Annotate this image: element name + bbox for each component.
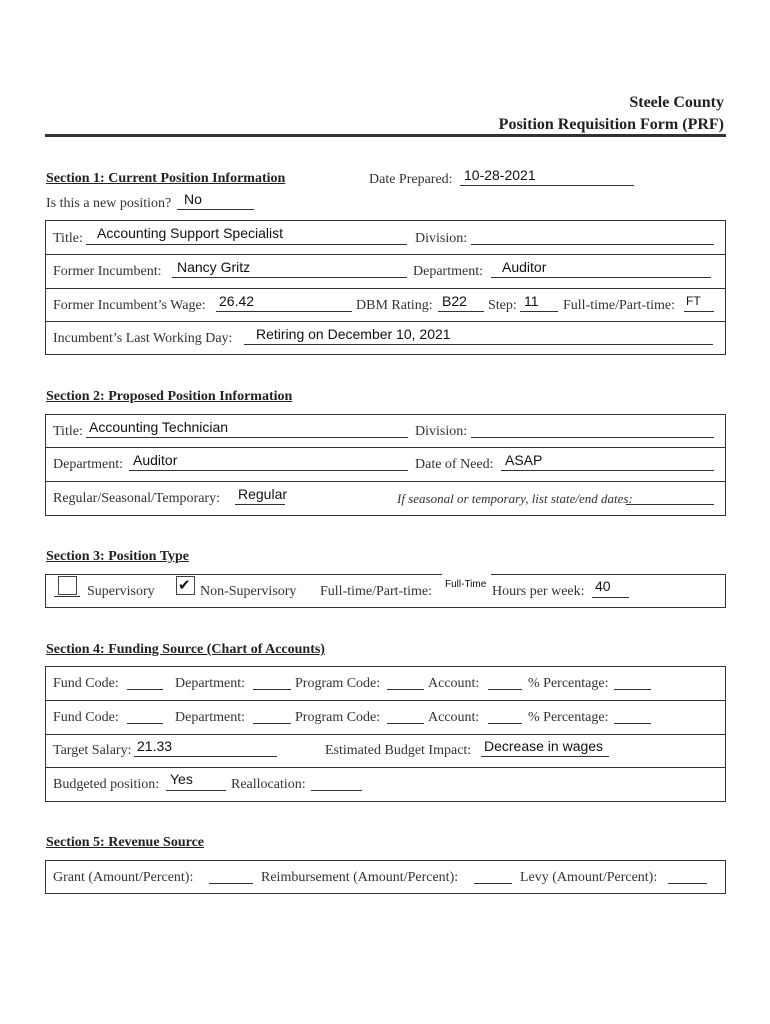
position-type-label: Regular/Seasonal/Temporary:: [53, 491, 220, 506]
proposed-department-field[interactable]: Auditor: [133, 452, 178, 468]
reallocation-label: Reallocation:: [231, 777, 306, 792]
row-divider: [45, 734, 726, 735]
row-divider: [45, 321, 726, 322]
funding-department-label: Department:: [175, 710, 245, 725]
last-working-day-line: [244, 344, 713, 345]
supervisory-label: Supervisory: [87, 584, 155, 599]
budgeted-position-line: [166, 790, 226, 791]
budgeted-position-field[interactable]: Yes: [170, 771, 193, 787]
row-divider: [45, 767, 726, 768]
program-code-line[interactable]: [387, 723, 424, 724]
row-divider: [45, 700, 726, 701]
current-title-label: Title:: [53, 231, 83, 246]
former-incumbent-label: Former Incumbent:: [53, 264, 162, 279]
step-field[interactable]: 11: [524, 293, 539, 309]
current-ftpt-label: Full-time/Part-time:: [563, 298, 675, 313]
date-prepared-field[interactable]: 10-28-2021: [464, 167, 536, 183]
program-code-line[interactable]: [387, 689, 424, 690]
proposed-ftpt-field[interactable]: Full-Time: [445, 579, 487, 590]
fund-code-line[interactable]: [127, 689, 163, 690]
grant-line[interactable]: [209, 883, 253, 884]
account-label: Account:: [428, 676, 480, 691]
supervisory-line: [54, 596, 80, 597]
levy-label: Levy (Amount/Percent):: [520, 870, 658, 885]
date-prepared-label: Date Prepared:: [369, 172, 453, 187]
new-position-label: Is this a new position?: [46, 196, 172, 211]
seasonal-dates-line[interactable]: [626, 504, 714, 505]
proposed-ftpt-label: Full-time/Part-time:: [320, 584, 432, 599]
fund-code-label: Fund Code:: [53, 710, 119, 725]
supervisory-checkbox[interactable]: [58, 576, 77, 595]
proposed-division-label: Division:: [415, 424, 468, 439]
table-gap: [442, 573, 491, 576]
budget-impact-line: [481, 756, 609, 757]
percentage-line[interactable]: [614, 689, 651, 690]
non-supervisory-label: Non-Supervisory: [200, 584, 297, 599]
hours-per-week-line: [592, 597, 629, 598]
hours-per-week-label: Hours per week:: [492, 584, 585, 599]
org-name: Steele County: [629, 94, 724, 111]
program-code-label: Program Code:: [295, 710, 381, 725]
account-label: Account:: [428, 710, 480, 725]
last-working-day-field[interactable]: Retiring on December 10, 2021: [256, 326, 451, 342]
current-division-line: [471, 244, 714, 245]
section5-heading: Section 5: Revenue Source: [46, 835, 204, 850]
position-type-line: [235, 504, 285, 505]
proposed-department-line: [129, 470, 408, 471]
fund-code-label: Fund Code:: [53, 676, 119, 691]
former-incumbent-line: [172, 277, 407, 278]
proposed-title-line: [86, 437, 408, 438]
date-prepared-line: [460, 185, 634, 186]
header-rule: [45, 134, 726, 137]
current-department-field[interactable]: Auditor: [502, 259, 547, 275]
reimbursement-label: Reimbursement (Amount/Percent):: [261, 870, 459, 885]
account-line[interactable]: [488, 723, 522, 724]
current-department-line: [491, 277, 711, 278]
proposed-title-label: Title:: [53, 424, 83, 439]
checkmark-icon: ✔: [178, 576, 191, 594]
section1-heading: Section 1: Current Position Information: [46, 171, 286, 186]
proposed-division-line[interactable]: [471, 437, 714, 438]
current-ftpt-line: [684, 311, 714, 312]
levy-line[interactable]: [668, 883, 707, 884]
row-divider: [45, 447, 726, 448]
percentage-label: % Percentage:: [528, 676, 609, 691]
current-department-label: Department:: [413, 264, 483, 279]
reallocation-line[interactable]: [311, 790, 362, 791]
funding-department-label: Department:: [175, 676, 245, 691]
budget-impact-field[interactable]: Decrease in wages: [484, 738, 604, 754]
form-title: Position Requisition Form (PRF): [498, 116, 724, 133]
dbm-rating-label: DBM Rating:: [356, 298, 433, 313]
proposed-department-label: Department:: [53, 457, 123, 472]
row-divider: [45, 254, 726, 255]
proposed-title-field[interactable]: Accounting Technician: [89, 419, 229, 435]
section2-heading: Section 2: Proposed Position Information: [46, 389, 293, 404]
section4-heading: Section 4: Funding Source (Chart of Accounts): [46, 642, 325, 657]
target-salary-line: [134, 756, 277, 757]
date-of-need-field[interactable]: ASAP: [505, 452, 543, 468]
account-line[interactable]: [488, 689, 522, 690]
section3-heading: Section 3: Position Type: [46, 549, 189, 564]
grant-label: Grant (Amount/Percent):: [53, 870, 194, 885]
date-of-need-line: [501, 470, 714, 471]
funding-department-line[interactable]: [253, 723, 291, 724]
position-type-field[interactable]: Regular: [238, 486, 288, 502]
percentage-label: % Percentage:: [528, 710, 609, 725]
last-working-day-label: Incumbent’s Last Working Day:: [53, 331, 233, 346]
budget-impact-label: Estimated Budget Impact:: [325, 743, 472, 758]
current-title-line: [86, 244, 407, 245]
seasonal-dates-note: If seasonal or temporary, list state/end dates:: [397, 491, 633, 506]
former-incumbent-field[interactable]: Nancy Gritz: [177, 259, 251, 275]
current-division-label: Division:: [415, 231, 468, 246]
former-wage-field[interactable]: 26.42: [219, 293, 255, 309]
step-label: Step:: [488, 298, 517, 313]
reimbursement-line[interactable]: [474, 883, 512, 884]
target-salary-field[interactable]: 21.33: [137, 738, 173, 754]
dbm-rating-line: [438, 311, 484, 312]
funding-department-line[interactable]: [253, 689, 291, 690]
target-salary-label: Target Salary:: [53, 743, 132, 758]
percentage-line[interactable]: [614, 723, 651, 724]
current-ftpt-field[interactable]: FT: [686, 294, 701, 308]
current-title-field[interactable]: Accounting Support Specialist: [97, 225, 283, 241]
step-line: [520, 311, 558, 312]
row-divider: [45, 481, 726, 482]
fund-code-line[interactable]: [127, 723, 163, 724]
dbm-rating-field[interactable]: B22: [442, 293, 467, 309]
program-code-label: Program Code:: [295, 676, 381, 691]
date-of-need-label: Date of Need:: [415, 457, 494, 472]
budgeted-position-label: Budgeted position:: [53, 777, 160, 792]
former-wage-line: [216, 311, 352, 312]
new-position-field[interactable]: No: [184, 191, 202, 207]
new-position-line: [177, 209, 254, 210]
former-wage-label: Former Incumbent’s Wage:: [53, 298, 206, 313]
hours-per-week-field[interactable]: 40: [595, 578, 611, 594]
row-divider: [45, 288, 726, 289]
